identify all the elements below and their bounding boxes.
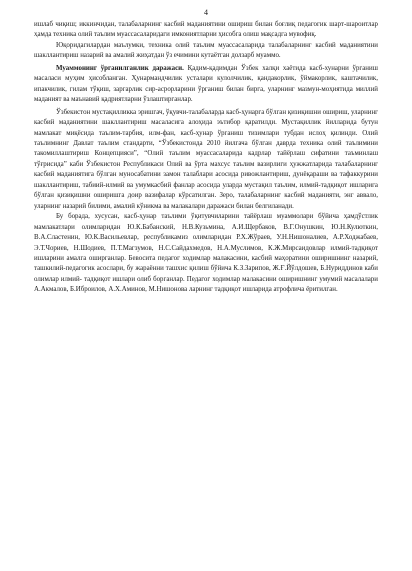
paragraph-4 (34, 108, 378, 213)
paragraph-text: Бу борада, хусусан, касб-ҳунар таълими ўқитувчиларини тайёрлаш муаммолари бўйича ҳамдўстлик мамлакатлари олимларидан Ю.К.Бабанский, Н.В.Кузьмина, А.И.Щербаков, В.Г.Онушкин, Ю.Н.Кулюткин, В.А.Сластенин, Ю.К.Васильевлар, республикамиз олимларидан Р.Х.Жўраев, У.Н.Нишоналиев, А.Р.Ходжабаев, Э.Т.Чориев, Н.Шодиев, П.Т.Магзумов, Н.С.Сайдахмедов, Н.А.Муслимов, К.Ж.Мирсаидовлар илмий-тадқиқот ишларини амалга оширганлар. Бевосита педагог ходимлар малакасини, касбий маҳоратини оширишнинг назарий, ташкилий-педагогик асослари, бу жараённи ташхис қилиш бўйича К.З.Зарипов, Ж.Ғ.Йўлдошев, Б.Нуриддинов каби олимлар илмий- тадқиқот ишлари олиб борганлар. Педагог ходимлар малакасини оширишнинг умумий масалалари А.Акмалов, Б.Иброилов, А.Х.Аминов, М.Нишонова ларнинг тадқиқот ишларида атрофлича ёритилган. (34, 213, 378, 294)
paragraph-text: Юқоридагилардан маълумки, техника олий таълим муассасаларида талабаларнинг касбий маданиятини шакллантириш назарий ва амалий жиҳатдан ўз ечимини кутаётган долзарб муаммо. (34, 41, 378, 60)
page-number: 4 (204, 8, 208, 17)
paragraph-2 (34, 41, 378, 62)
paragraph-5 (34, 212, 378, 296)
paragraph-text: Ўзбекистон мустақилликка эришгач, ўқувчи-талабаларда касб-ҳунарга бўлган қизиқишни ошириш, уларнинг касбий маданиятини шакллантириш масаласига алоҳида эътибор қаратилди. Мустақиллик йилларида бутун мамлакат миқёсида таълим-тарбия, илм-фан, касб-ҳунар ўрганиш тизимлари тубдан ислоҳ қилинди. Олий таълимнинг Давлат таълим стандарти, “Ўзбекистонда 2010 йилгача бўлган даврда техника олий таълимини такомиллаштириш Концепцияси”, “Олий таълим муассасаларида кадрлар тайёрлаш сифатини таъминлаш тўғрисида” каби Ўзбекистон Республикаси Олий ва ўрта махсус таълим вазирлиги ҳужжатларида талабаларнинг касбий маданиятига бўлган муносабатини замон талаблари асосида ривожлантириш, дунёқараши ва тафаккурини шакллантириш, табиий-илмий ва умумкасбий фанлар асосида уларда мустақил таълим, илмий-тадқиқот ишларига бўлган қизиқишни оширишга доир вазифалар кўрсатилган. Зеро, талабаларнинг касбий маданияти, энг аввало, уларнинг назарий билими, амалий кўникма ва малакалари даражаси билан белгиланади. (34, 108, 378, 210)
paragraph-text: ишлаб чиқиш; иккинчидан, талабаларнинг касбий маданиятини ошириш билан боғлиқ педагогик шарт-шароитлар ҳамда техника олий таълим муассасаларидаги имкониятларни ҳисобга олиш мақсадга мувофиқ. (34, 21, 378, 39)
paragraph-text: Қадим-қадимдан Ўзбек халқи хаётида касб-хунарни ўрганиш масаласи муҳим ҳисобланган. Ҳунармандчилик усталари кулолчилик, қандакорлик, ўймакорлик, каштачилик, ипакчилик, гилам тўқиш, заргарлик сир-асрорларини ўрганиш билан бирга, уларнинг мазмун-моҳиятида миллий маданият ва маънавий қадриятларни ўзлаштирганлар. (34, 64, 378, 104)
section-heading-inline: Муаммонинг ўрганилганлик даражаси. (56, 64, 184, 72)
paragraph-3 (34, 64, 378, 106)
paragraph-1 (34, 20, 378, 41)
